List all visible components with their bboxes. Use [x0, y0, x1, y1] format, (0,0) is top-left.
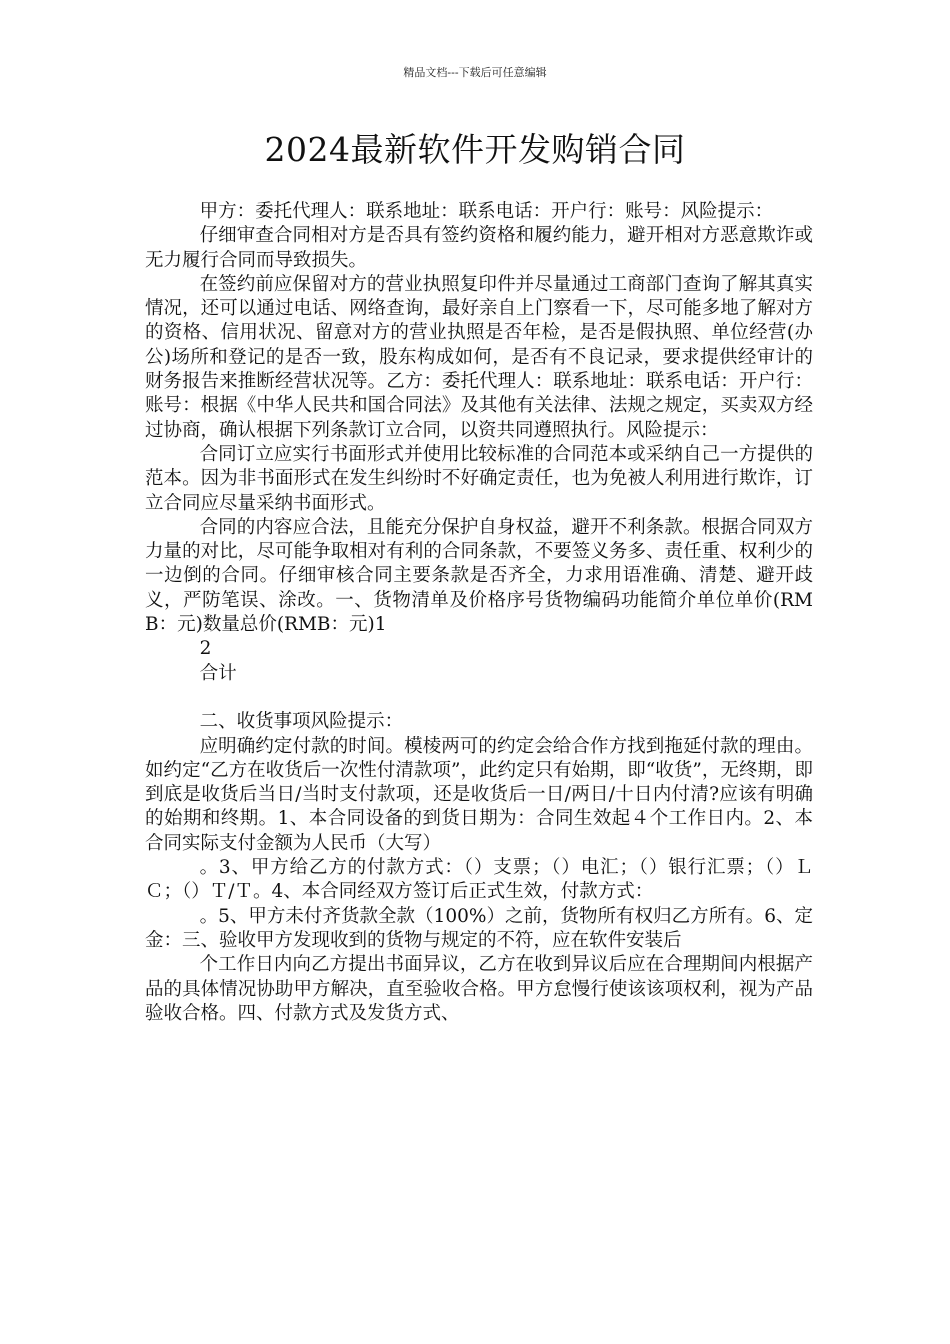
- paragraph-ownership: 。5、甲方未付齐货款全款（100%）之前，货物所有权归乙方所有。6、定金：三、验收甲方发现收到的货物与规定的不符，应在软件安装后: [145, 905, 813, 951]
- document-body: [145, 200, 813, 1026]
- paragraph-review-counterparty: 仔细审查合同相对方是否具有签约资格和履约能力，避开相对方恶意欺诈或无力履行合同而导致损失。: [145, 225, 813, 271]
- page-header-note: 精品文档---下载后可任意编辑: [403, 66, 547, 79]
- paragraph-party-a: 甲方：委托代理人：联系地址：联系电话：开户行：账号：风险提示：: [199, 201, 774, 222]
- blank-line: [145, 686, 813, 710]
- paragraph-section-2-heading: 二、收货事项风险提示：: [199, 711, 404, 733]
- paragraph-payment-time: 应明确约定付款的时间。模棱两可的约定会给合作方找到拖延付款的理由。如约定“乙方在收货后一次性付清款项”，此约定只有始期，即“收货”，无终期，即到底是收货后当日/当时支付款项，还是收货后一日/两日/十日内付清?应该有明确的始期和终期。1、本合同设备的到货日期为：合同生效起４个工作日内。2、本合同实际支付金额为人民币（大写）: [145, 735, 813, 854]
- paragraph-verify-license: 在签约前应保留对方的营业执照复印件并尽量通过工商部门查询了解其真实情况，还可以通过电话、网络查询，最好亲自上门察看一下，尽可能多地了解对方的资格、信用状况、留意对方的营业执照是否年检，是否是假执照、单位经营(办公)场所和登记的是否一致，股东构成如何，是否有不良记录，要求提供经审计的财务报告来推断经营状况等。乙方：委托代理人：联系地址：联系电话：开户行：账号：根据《中华人民共和国合同法》及其他有关法律、法规之规定，买卖双方经过协商，确认根据下列条款订立合同，以资共同遵照执行。风险提示：: [145, 273, 813, 441]
- document-title: 2024最新软件开发购销合同: [264, 130, 686, 169]
- paragraph-written-form: 合同订立应实行书面形式并使用比较标准的合同范本或采纳自己一方提供的范本。因为非书面形式在发生纠纷时不好确定责任，也为免被人利用进行欺诈，订立合同应尽量采纳书面形式。: [145, 443, 813, 514]
- paragraph-row-2: 2: [199, 638, 212, 660]
- paragraph-payment-method: 。3、甲方给乙方的付款方式：（）支票；（）电汇；（）银行汇票；（）ＬＣ；（）Ｔ/Ｔ。4、本合同经双方签订后正式生效，付款方式：: [145, 857, 813, 903]
- paragraph-acceptance: 个工作日内向乙方提出书面异议，乙方在收到异议后应在合理期间内根据产品的具体情况协助甲方解决，直至验收合格。甲方怠慢行使该该项权利，视为产品验收合格。四、付款方式及发货方式、: [145, 954, 813, 1024]
- paragraph-lawful-content: 合同的内容应合法，且能充分保护自身权益，避开不利条款。根据合同双方力量的对比，尽可能争取相对有利的合同条款，不要签义务多、责任重、权利少的一边倒的合同。仔细审核合同主要条款是否齐全，力求用语准确、清楚、避开歧义，严防笔误、涂改。一、货物清单及价格序号货物编码功能简介单位单价(RMB：元)数量总价(RMB：元)1: [145, 516, 813, 636]
- paragraph-total: 合计: [199, 662, 237, 684]
